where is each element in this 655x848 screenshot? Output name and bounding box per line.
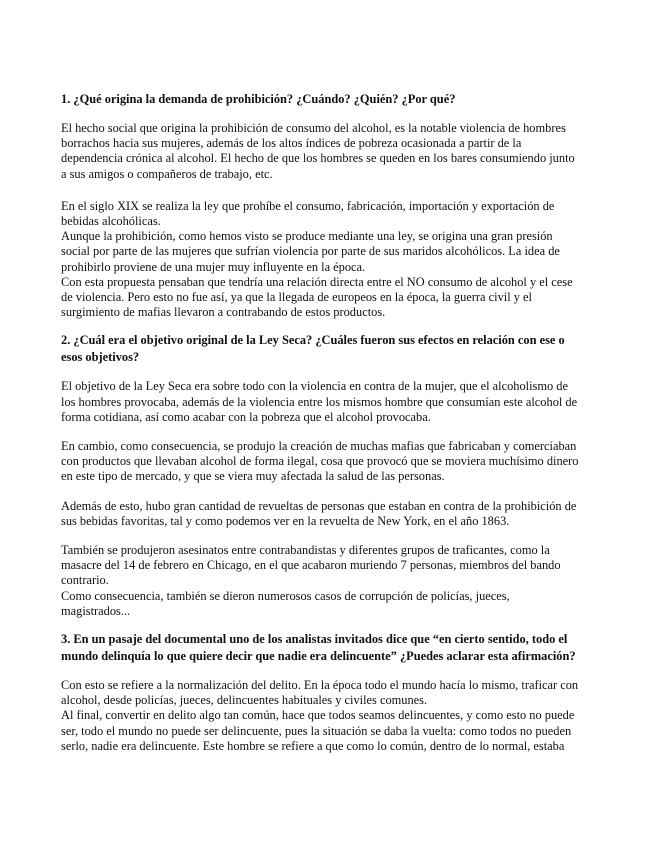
text-line: prohibirlo proviene de una mujer muy influyente en la época. <box>61 259 366 274</box>
text-line: serlo, nadie era delincuente. Este hombre se refiere a que como lo común, dentro de lo normal, estaba <box>61 738 565 753</box>
text-line: borrachos hacia sus mujeres, además de los altos índices de pobreza ocasionada a partir de la <box>61 136 522 151</box>
section-3-paragraph-1 <box>61 678 596 754</box>
section-1-paragraph-1 <box>61 121 596 182</box>
section-2-heading <box>61 332 596 366</box>
text-line: bebidas alcohólicas. <box>61 214 161 229</box>
text-line: Como consecuencia, también se dieron numerosos casos de corrupción de policías, jueces, <box>61 588 510 603</box>
text-line: surgimiento de mafias llevaron a contrabando de estos productos. <box>61 305 386 320</box>
text-line: de violencia. Pero esto no fue así, ya que la llegada de europeos en la época, la guerra civil y el <box>61 290 532 305</box>
text-line: Aunque la prohibición, como hemos visto se produce mediante una ley, se origina una gran presión <box>61 229 553 244</box>
text-line: a sus amigos o compañeros de trabajo, etc. <box>61 166 273 181</box>
heading-line: 1. ¿Qué origina la demanda de prohibición? ¿Cuándo? ¿Quién? ¿Por qué? <box>61 92 456 106</box>
text-line: contrario. <box>61 573 109 588</box>
text-line: con productos que llevaban alcohol de forma ilegal, cosa que provocó que se moviera muchísimo dinero <box>61 454 579 469</box>
section-2-paragraph-4 <box>61 543 596 619</box>
section-1-heading <box>61 91 596 108</box>
text-line: El objetivo de la Ley Seca era sobre todo con la violencia en contra de la mujer, que el alcoholismo de <box>61 379 568 394</box>
text-line: alcohol, desde policías, jueces, delincuentes habituales y civiles comunes. <box>61 693 428 708</box>
text-line: Con esto se refiere a la normalización del delito. En la época todo el mundo hacía lo mismo, traficar con <box>61 678 579 693</box>
heading-line: 3. En un pasaje del documental uno de los analistas invitados dice que “en cierto sentido, todo el <box>61 632 568 647</box>
text-line: Con esta propuesta pensaban que tendría una relación directa entre el NO consumo de alcohol y el cese <box>61 274 573 289</box>
text-line: dependencia crónica al alcohol. El hecho de que los hombres se queden en los bares consumiendo junto <box>61 151 575 166</box>
text-line: social por parte de las mujeres que sufrían violencia por parte de sus maridos alcohólicos. La idea de <box>61 244 560 259</box>
section-2 <box>61 332 596 619</box>
text-line: masacre del 14 de febrero en Chicago, en el que acabaron muriendo 7 personas, miembros del bando <box>61 558 561 573</box>
text-line: El hecho social que origina la prohibición de consumo del alcohol, es la notable violencia de hombres <box>61 121 566 135</box>
text-line: En el siglo XIX se realiza la ley que prohíbe el consumo, fabricación, importación y exportación de <box>61 198 555 213</box>
section-3-heading <box>61 631 596 665</box>
heading-line: mundo delinquía lo que quiere decir que nadie era delincuente” ¿Puedes aclarar esta afirmación? <box>61 649 576 664</box>
section-2-paragraph-3 <box>61 499 596 529</box>
text-line: En cambio, como consecuencia, se produjo la creación de muchas mafias que fabricaban y comerciaban <box>61 439 577 454</box>
section-2-paragraph-1 <box>61 379 596 425</box>
heading-line: 2. ¿Cuál era el objetivo original de la Ley Seca? ¿Cuáles fueron sus efectos en relación con ese o <box>61 333 565 348</box>
text-line: También se produjeron asesinatos entre contrabandistas y diferentes grupos de traficantes, como la <box>61 543 550 558</box>
text-line: forma cotidiana, así como acabar con la pobreza que el alcohol provocaba. <box>61 409 431 424</box>
text-line: los hombres provocaba, además de la violencia entre los mismos hombre que consumían este alcohol de <box>61 394 578 409</box>
heading-line: esos objetivos? <box>61 350 140 365</box>
text-line: Además de esto, hubo gran cantidad de revueltas de personas que estaban en contra de la prohibición de <box>61 498 577 513</box>
section-2-paragraph-2 <box>61 439 596 485</box>
section-3 <box>61 631 596 754</box>
section-1 <box>61 91 596 320</box>
text-line: ser, todo el mundo no puede ser delincuente, pues la situación se daba la vuelta: como todos no pueden <box>61 723 572 738</box>
text-line: en este tipo de mercado, y que se viera muy afectada la salud de las personas. <box>61 469 445 484</box>
section-1-paragraph-2 <box>61 199 596 321</box>
text-line: sus bebidas favoritas, tal y como podemos ver en la revuelta de New York, en el año 1863. <box>61 513 510 528</box>
text-line: Al final, convertir en delito algo tan común, hace que todos seamos delincuentes, y como esto no puede <box>61 708 575 723</box>
document-page <box>61 91 596 754</box>
text-line: magistrados... <box>61 603 131 618</box>
